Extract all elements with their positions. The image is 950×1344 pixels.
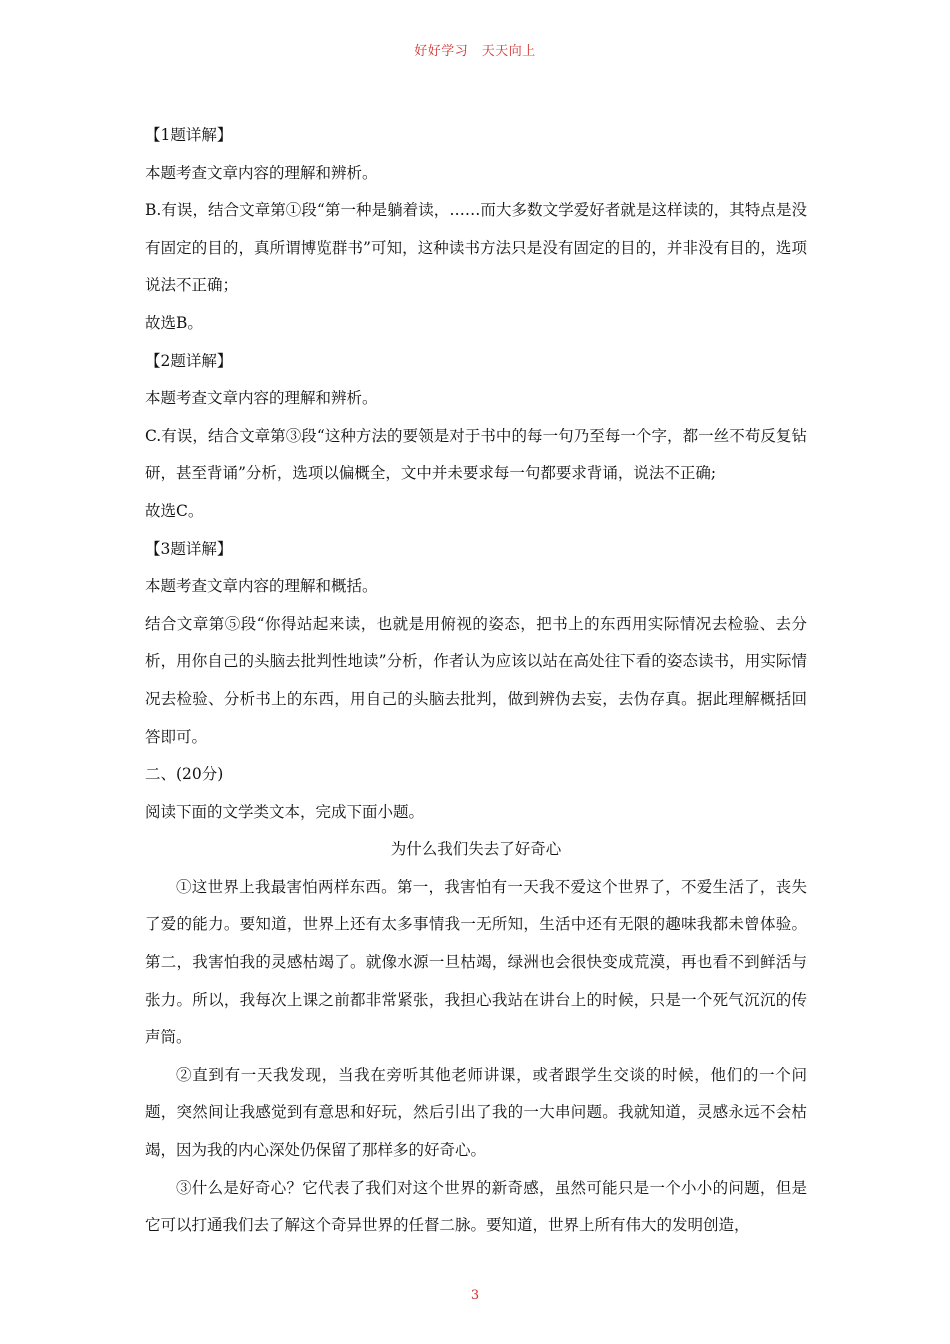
q2-answer: 故选C。	[145, 501, 204, 520]
q1-intro: 本题考查文章内容的理解和辨析。	[145, 163, 378, 182]
q3-heading: 【3题详解】	[145, 539, 233, 558]
q1-answer: 故选B。	[145, 313, 203, 332]
page-number: 3	[470, 1288, 480, 1303]
article-paragraph-3: ③什么是好奇心？它代表了我们对这个世界的新奇感，虽然可能只是一个小小的问题，但是它可以打通我们去了解这个奇异世界的任督二脉。要知道，世界上所有伟大的发明创造，	[145, 1178, 807, 1235]
q3-intro: 本题考查文章内容的理解和概括。	[145, 577, 378, 596]
article-paragraph-1: ①这世界上我最害怕两样东西。第一，我害怕有一天我不爱这个世界了，不爱生活了，丧失了爱的能力。要知道，世界上还有太多事情我一无所知，生活中还有无限的趣味我都未曾体验。第二，我害怕我的灵感枯竭了。就像水源一旦枯竭，绿洲也会很快变成荒漠，再也看不到鲜活与张力。所以，我每次上课之前都非常紧张，我担心我站在讲台上的时候，只是一个死气沉沉的传声筒。	[145, 877, 807, 1047]
article-title: 为什么我们失去了好奇心	[390, 840, 562, 859]
q3-explanation: 结合文章第⑤段“你得站起来读，也就是用俯视的姿态，把书上的东西用实际情况去检验、去分析，用你自己的头脑去批判性地读”分析，作者认为应该以站在高处往下看的姿态读书，用实际情况去检验、分析书上的东西，用自己的头脑去批判，做到辨伪去妄，去伪存真。据此理解概括回答即可。	[145, 614, 807, 746]
article-paragraph-2: ②直到有一天我发现，当我在旁听其他老师讲课，或者跟学生交谈的时候，他们的一个问题，突然间让我感觉到有意思和好玩，然后引出了我的一大串问题。我就知道，灵感永远不会枯竭，因为我的内心深处仍保留了那样多的好奇心。	[145, 1065, 807, 1160]
page-header: 好好学习 天天向上	[414, 44, 536, 59]
section-two-instruction: 阅读下面的文学类文本，完成下面小题。	[145, 802, 425, 821]
q1-explanation: B.有误，结合文章第①段“第一种是躺着读，……而大多数文学爱好者就是这样读的，其特点是没有固定的目的，真所谓博览群书”可知，这种读书方法只是没有固定的目的，并非没有目的，选项说法不正确；	[145, 201, 807, 295]
q2-explanation: C.有误，结合文章第③段“这种方法的要领是对于书中的每一句乃至每一个字，都一丝不苟反复钻研，甚至背诵”分析，选项以偏概全，文中并未要求每一句都要求背诵，说法不正确;	[145, 426, 807, 483]
q2-intro: 本题考查文章内容的理解和辨析。	[145, 389, 378, 408]
q2-heading: 【2题详解】	[145, 351, 233, 370]
q1-heading: 【1题详解】	[145, 126, 233, 144]
section-two-heading: 二、(20分)	[145, 765, 224, 784]
document-body	[145, 117, 807, 1245]
